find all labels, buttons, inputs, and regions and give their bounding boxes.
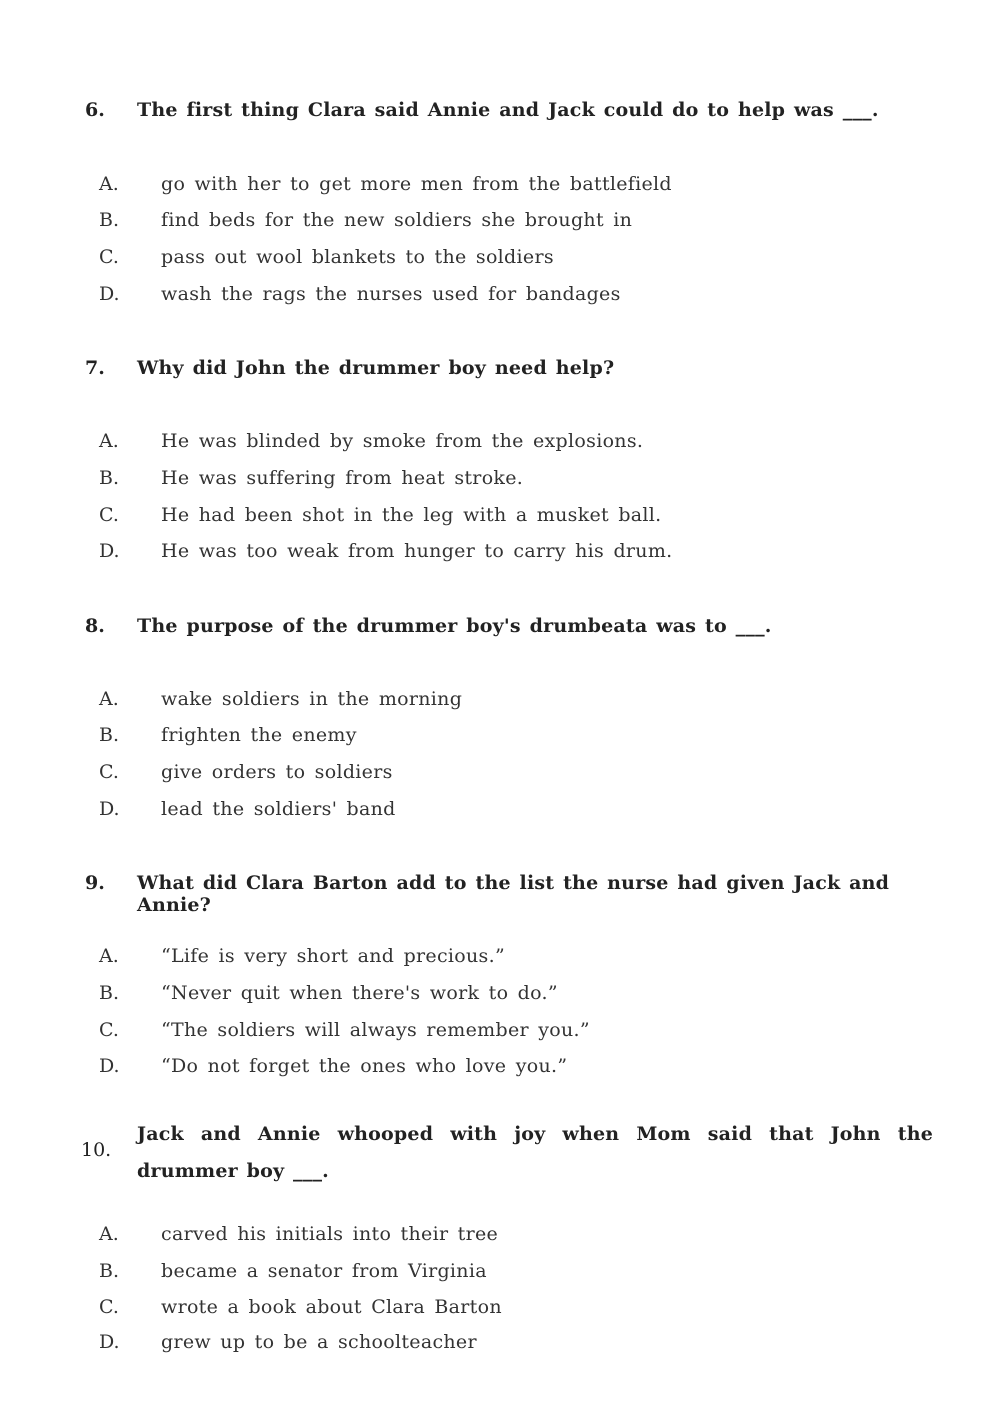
option-text: carved his initials into their tree [161, 1223, 499, 1245]
option-letter: C. [99, 246, 119, 268]
option-text: He was too weak from hunger to carry his drum. [161, 540, 673, 562]
option-text: give orders to soldiers [161, 761, 393, 783]
option-text: “Do not forget the ones who love you.” [161, 1055, 568, 1077]
option-letter: C. [99, 1296, 119, 1318]
option-text: “Never quit when there's work to do.” [161, 982, 558, 1004]
option-letter: D. [99, 1055, 120, 1077]
option-letter: B. [99, 209, 120, 231]
question-number: 7. [85, 357, 105, 379]
option-text: became a senator from Virginia [161, 1260, 487, 1282]
option-text: frighten the enemy [161, 724, 357, 746]
question-number: 8. [85, 615, 105, 637]
option-text: wash the rags the nurses used for bandages [161, 283, 621, 305]
option-letter: D. [99, 540, 120, 562]
option-text: find beds for the new soldiers she brought in [161, 209, 633, 231]
option-text: grew up to be a schoolteacher [161, 1331, 477, 1353]
question-text: Why did John the drummer boy need help? [137, 357, 615, 379]
option-text: He had been shot in the leg with a musket ball. [161, 504, 662, 526]
option-text: wrote a book about Clara Barton [161, 1296, 502, 1318]
option-letter: C. [99, 1019, 119, 1041]
question-number: 9. [85, 872, 105, 894]
option-letter: B. [99, 724, 120, 746]
option-text: “The soldiers will always remember you.” [161, 1019, 590, 1041]
question-number: 6. [85, 99, 105, 121]
option-letter: A. [99, 1223, 119, 1245]
option-letter: B. [99, 1260, 120, 1282]
option-text: lead the soldiers' band [161, 798, 396, 820]
option-letter: A. [99, 945, 119, 967]
option-text: pass out wool blankets to the soldiers [161, 246, 554, 268]
question-text: Jack and Annie whooped with joy when Mom said that John the drummer boy ___. [137, 1123, 933, 1182]
question-text: The first thing Clara said Annie and Jack could do to help was ___. [137, 99, 879, 121]
question-text: What did Clara Barton add to the list the nurse had given Jack and Annie? [137, 872, 890, 916]
question-text: The purpose of the drummer boy's drumbeata was to ___. [137, 615, 772, 637]
option-letter: A. [99, 688, 119, 710]
option-text: He was blinded by smoke from the explosions. [161, 430, 644, 452]
option-letter: D. [99, 1331, 120, 1353]
option-letter: A. [99, 173, 119, 195]
question-number: 10. [81, 1139, 112, 1161]
option-text: wake soldiers in the morning [161, 688, 463, 710]
option-letter: C. [99, 761, 119, 783]
option-letter: D. [99, 283, 120, 305]
option-letter: C. [99, 504, 119, 526]
option-text: He was suffering from heat stroke. [161, 467, 524, 489]
option-letter: A. [99, 430, 119, 452]
option-text: “Life is very short and precious.” [161, 945, 505, 967]
option-letter: B. [99, 467, 120, 489]
option-text: go with her to get more men from the battlefield [161, 173, 672, 195]
option-letter: D. [99, 798, 120, 820]
option-letter: B. [99, 982, 120, 1004]
